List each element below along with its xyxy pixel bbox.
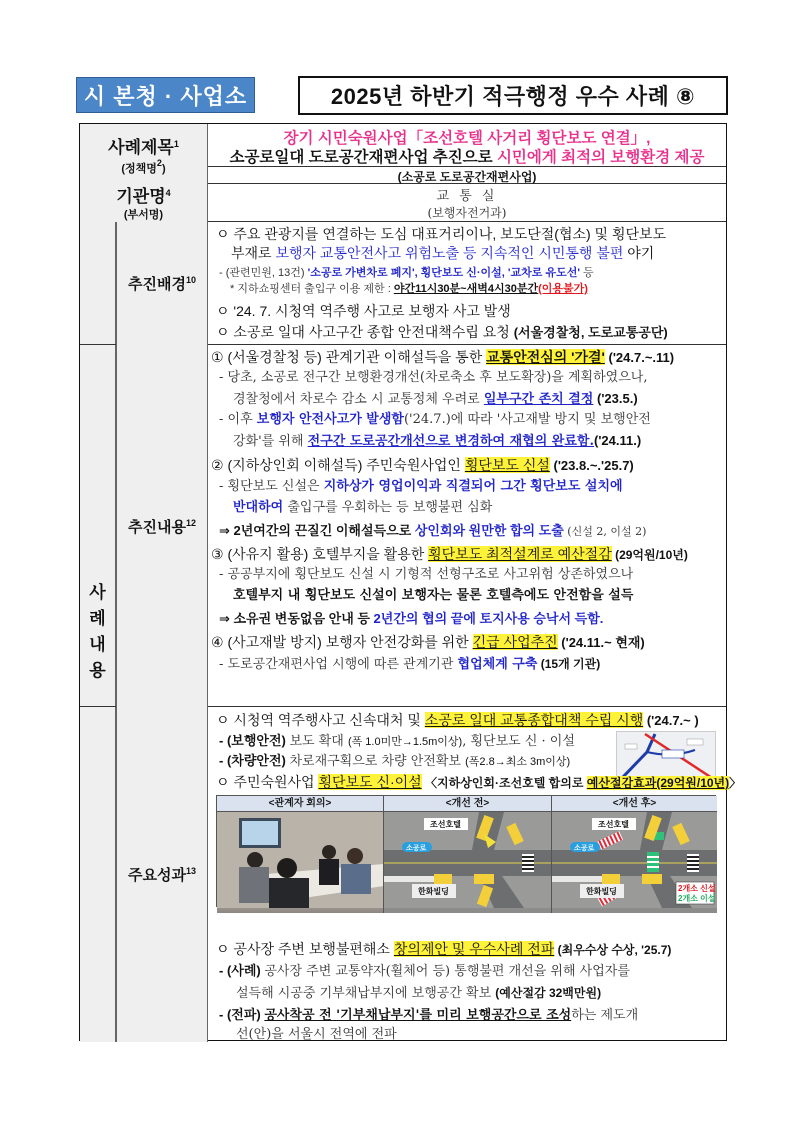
- photo-before: <개선 전> 조선호텔 소공로 한화빌딩: [384, 796, 552, 913]
- photo-table: [216, 795, 716, 907]
- case-title-line1: 장기 시민숙원사업「조선호텔 사거리 횡단보도 연결」,: [283, 130, 651, 147]
- photo-after: <개선 후> 조선호텔 소공로 한화빌딩 2개소 신설 2개소 이설: [552, 796, 717, 913]
- intersection-before-icon: [384, 812, 551, 908]
- agency-row: [80, 184, 726, 222]
- meeting-photo: [217, 812, 383, 913]
- agency-content: [208, 184, 726, 222]
- results-label: 주요성과$^{13}$: [116, 707, 208, 1042]
- meeting-scene-icon: [217, 812, 383, 908]
- content-row: [80, 345, 726, 707]
- department-name: (보행자전거과): [427, 206, 507, 220]
- case-title-label: 사례제목$^1$ (정책명$^2$): [80, 124, 208, 184]
- moved-crosswalk-legend: 2개소 이설: [678, 894, 716, 903]
- content-label: 추진내용$^{12}$: [116, 345, 208, 707]
- policy-name: (소공로 도로공간재편사업): [397, 170, 537, 184]
- agency-name: 교 통 실: [436, 189, 498, 204]
- case-title-content: [208, 124, 726, 184]
- before-aerial-photo: 조선호텔 소공로 한화빌딩: [384, 812, 551, 913]
- case-content-section-label: 사 례 내 용: [80, 222, 116, 1042]
- document-title: 2025년 하반기 적극행정 우수 사례 ⑧: [298, 76, 728, 115]
- case-title-line2: 소공로일대 도로공간재편사업 추진으로 시민에게 최적의 보행환경 제공: [229, 149, 705, 166]
- office-badge: 시 본청 · 사업소: [76, 77, 255, 113]
- background-label: 추진배경$^{10}$: [116, 222, 208, 345]
- results-body: ㅇ 시청역 역주행사고 신속대처 및 소공로 일대 교통종합대책 수립 시행 ('24.7.~ ) - (보행안전) 보도 확대 (폭 1.0미만→1.5m이상), 횡단보도 신 · 이설 - (차량안전) 차로재구획으로 차량 안전확보 (폭2.8→최소 3m이상) ㅇ 주민숙원사업 횡단보도 신·이설 〈지하상인회·조선호텔 합의로 예산절감효과(29억원/10년)〉 <관계자 회의> <개선 전> 조선호텔 소공로 한화빌딩 <개선 후> 조선호텔 소공로 한화빌딩 2개소 신설 2개소 이설 ㅇ 공사장 주변 보행불편해소 창의제안 및 우수사례 전파 (최우수상 수상, '25.7) - (사례) 공사장 주변 교통약자(휠체어 등) 통행불편 개선을 위해 사업자를 설득해 시공중 기부채납부지에 보행공간 확보 (예산절감 32백만원) - (전파) 공사착공 전 '기부채납부지'를 미리 보행공간으로 조성하는 제도개 선(안)을 서울시 전역에 전파: [216, 712, 742, 1042]
- photo-meeting: <관계자 회의>: [217, 796, 384, 913]
- case-title-row: [80, 124, 726, 184]
- agency-label: 기관명$^4$ (부서명): [80, 184, 208, 222]
- new-crosswalk-legend: 2개소 신설: [678, 884, 716, 893]
- results-row: [80, 707, 742, 1042]
- after-aerial-photo: 조선호텔 소공로 한화빌딩 2개소 신설 2개소 이설: [552, 812, 717, 913]
- background-row: [80, 222, 726, 345]
- background-content: ㅇ 주요 관광지를 연결하는 도심 대표거리이나, 보도단절(협소) 및 횡단보도 부재로 보행자 교통안전사고 위험노출 등 지속적인 시민통행 불편 야기 - (관련민원, 13건) '소공로 가변차로 폐지', 횡단보도 신·이설, '교차로 유도선' 등 * 지하쇼핑센터 출입구 이용 제한 : 야간11시30분~새벽4시30분간(이용불가) ㅇ '24. 7. 시청역 역주행 사고로 보행자 사고 발생 ㅇ 소공로 일대 사고구간 종합 안전대책수립 요청 (서울경찰청, 도로교통공단): [216, 226, 668, 340]
- content-body: ① (서울경찰청 등) 관계기관 이해설득을 통한 교통안전심의 '가결' ('24.7.~.11) - 당초, 소공로 전구간 보행환경개선(차로축소 후 보도확장)을 계획하였으나, 경찰청에서 차로수 감소 시 교통정체 우려로 일부구간 존치 결정 ('23.5.) - 이후 보행자 안전사고가 발생함('24.7.)에 따라 '사고재발 방지 및 보행안전 강화'를 위해 전구간 도로공간개선으로 변경하여 재협의 완료함.('24.11.) ② (지하상인회 이해설득) 주민숙원사업인 횡단보도 신설 ('23.8.~.'25.7) - 횡단보도 신설은 지하상가 영업이익과 직결되어 그간 횡단보도 설치에 반대하여 출입구를 우회하는 등 보행불편 심화 ⇒ 2년여간의 끈질긴 이해설득으로 상인회와 원만한 합의 도출 (신설 2, 이설 2) ③ (사유지 활용) 호텔부지을 활용한 횡단보도 최적설계로 예산절감 (29억원/10년) - 공공부지에 횡단보도 신설 시 기형적 선형구조로 사고위험 상존하였으나 호텔부지 내 횡단보도 신설이 보행자는 물론 호텔측에도 안전함을 설득 ⇒ 소유권 변동없음 안내 등 2년간의 협의 끝에 토지사용 승낙서 득함. ④ (사고재발 방지) 보행자 안전강화를 위한 긴급 사업추진 ('24.11.~ 현재) - 도로공간재편사업 시행에 따른 관계기관 협업체계 구축 (15개 기관): [211, 349, 688, 672]
- case-table: [79, 123, 742, 1042]
